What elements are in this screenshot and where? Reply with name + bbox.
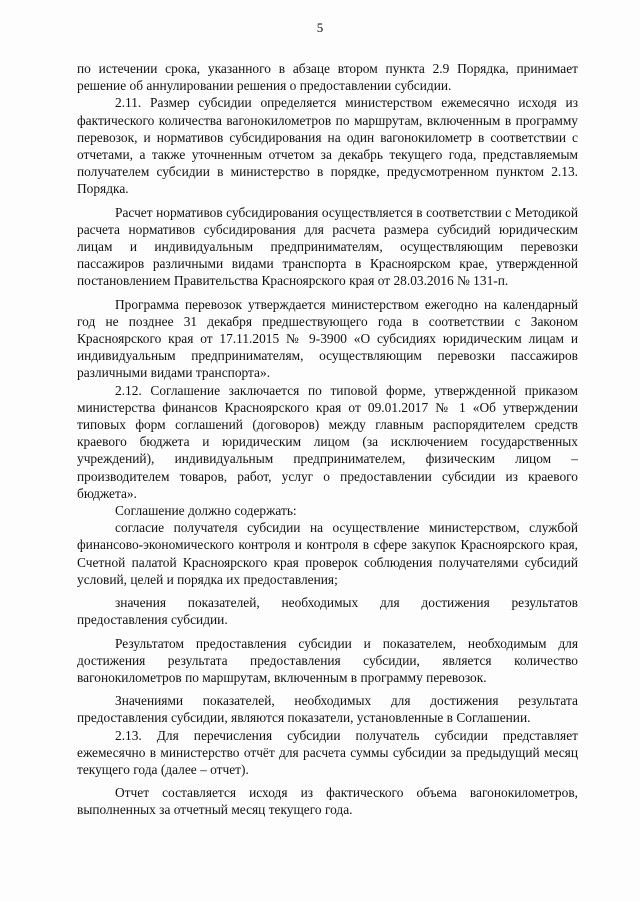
paragraph-2-12: 2.12. Соглашение заключается по типовой форме, утвержденной приказом министерства финансов Красноярского края от 09.01.2017 № 1 «Об утверждении типовых форм соглашений (договоров) между главным распорядителем средств краевого бюджета и юридическим лицом (за исключением государственных учреждений), индивидуальным предпринимателем, физическим лицом – производителем товаров, работ, услуг о предоставлении субсидии из краевого бюджета». — [77, 382, 578, 501]
document-body — [77, 60, 578, 819]
paragraph-transport-program: Программа перевозок утверждается министерством ежегодно на календарный год не позднее 31 декабря предшествующего года в соответствии с Законом Красноярского края от 17.11.2015 № 9-3900 «О субсидиях юридическим лицам и индивидуальным предпринимателям, осуществляющим перевозки пассажиров различными видами транспорта». — [77, 296, 578, 381]
page-number: 5 — [316, 20, 324, 35]
paragraph-normative-calculation: Расчет нормативов субсидирования осуществляется в соответствии с Методикой расчета нормативов субсидирования для расчета размера субсидий юридическим лицам и индивидуальным предпринимателям, осуществляющим перевозки пассажиров различными видами транспорта в Красноярском крае, утвержденной постановлением Правительства Красноярского края от 28.03.2016 № 131-п. — [77, 204, 578, 289]
paragraph-continuation: по истечении срока, указанного в абзаце втором пункта 2.9 Порядка, принимает решение об аннулировании решения о предоставлении субсидии. — [77, 61, 578, 94]
paragraph-report-basis: Отчет составляется исходя из фактического объема вагонокилометров, выполненных за отчетный месяц текущего года. — [77, 785, 578, 818]
paragraph-indicator-values: Значениями показателей, необходимых для достижения результата предоставления субсидии, являются показатели, установленные в Соглашении. — [77, 693, 578, 726]
paragraph-2-11: 2.11. Размер субсидии определяется министерством ежемесячно исходя из фактического количества вагонокилометров по маршрутам, включенным в программу перевозок, и нормативов субсидирования на один вагонокилометр в соответствии с отчетами, а также уточненным отчетом за декабрь текущего года, представляемым получателем субсидии в министерство в порядке, предусмотренном пунктом 2.13. Порядка. — [77, 95, 578, 197]
paragraph-2-13: 2.13. Для перечисления субсидии получатель субсидии представляет ежемесячно в министерство отчёт для расчета суммы субсидии за предыдущий месяц текущего года (далее – отчет). — [77, 727, 578, 777]
paragraph-agreement-indicators: значения показателей, необходимых для достижения результатов предоставления субсидии. — [77, 595, 578, 628]
paragraph-agreement-consent: согласие получателя субсидии на осуществление министерством, службой финансово-экономического контроля и контроля в сфере закупок Красноярского края, Счетной палатой Красноярского края проверок соблюдения получателями субсидий условий, целей и порядка их предоставления; — [77, 520, 578, 587]
paragraph-subsidy-result: Результатом предоставления субсидии и показателем, необходимым для достижения результата предоставления субсидии, является количество вагонокилометров по маршрутам, включенным в программу перевозок. — [77, 635, 578, 685]
paragraph-agreement-contents-heading: Соглашение должно содержать: — [115, 503, 297, 519]
